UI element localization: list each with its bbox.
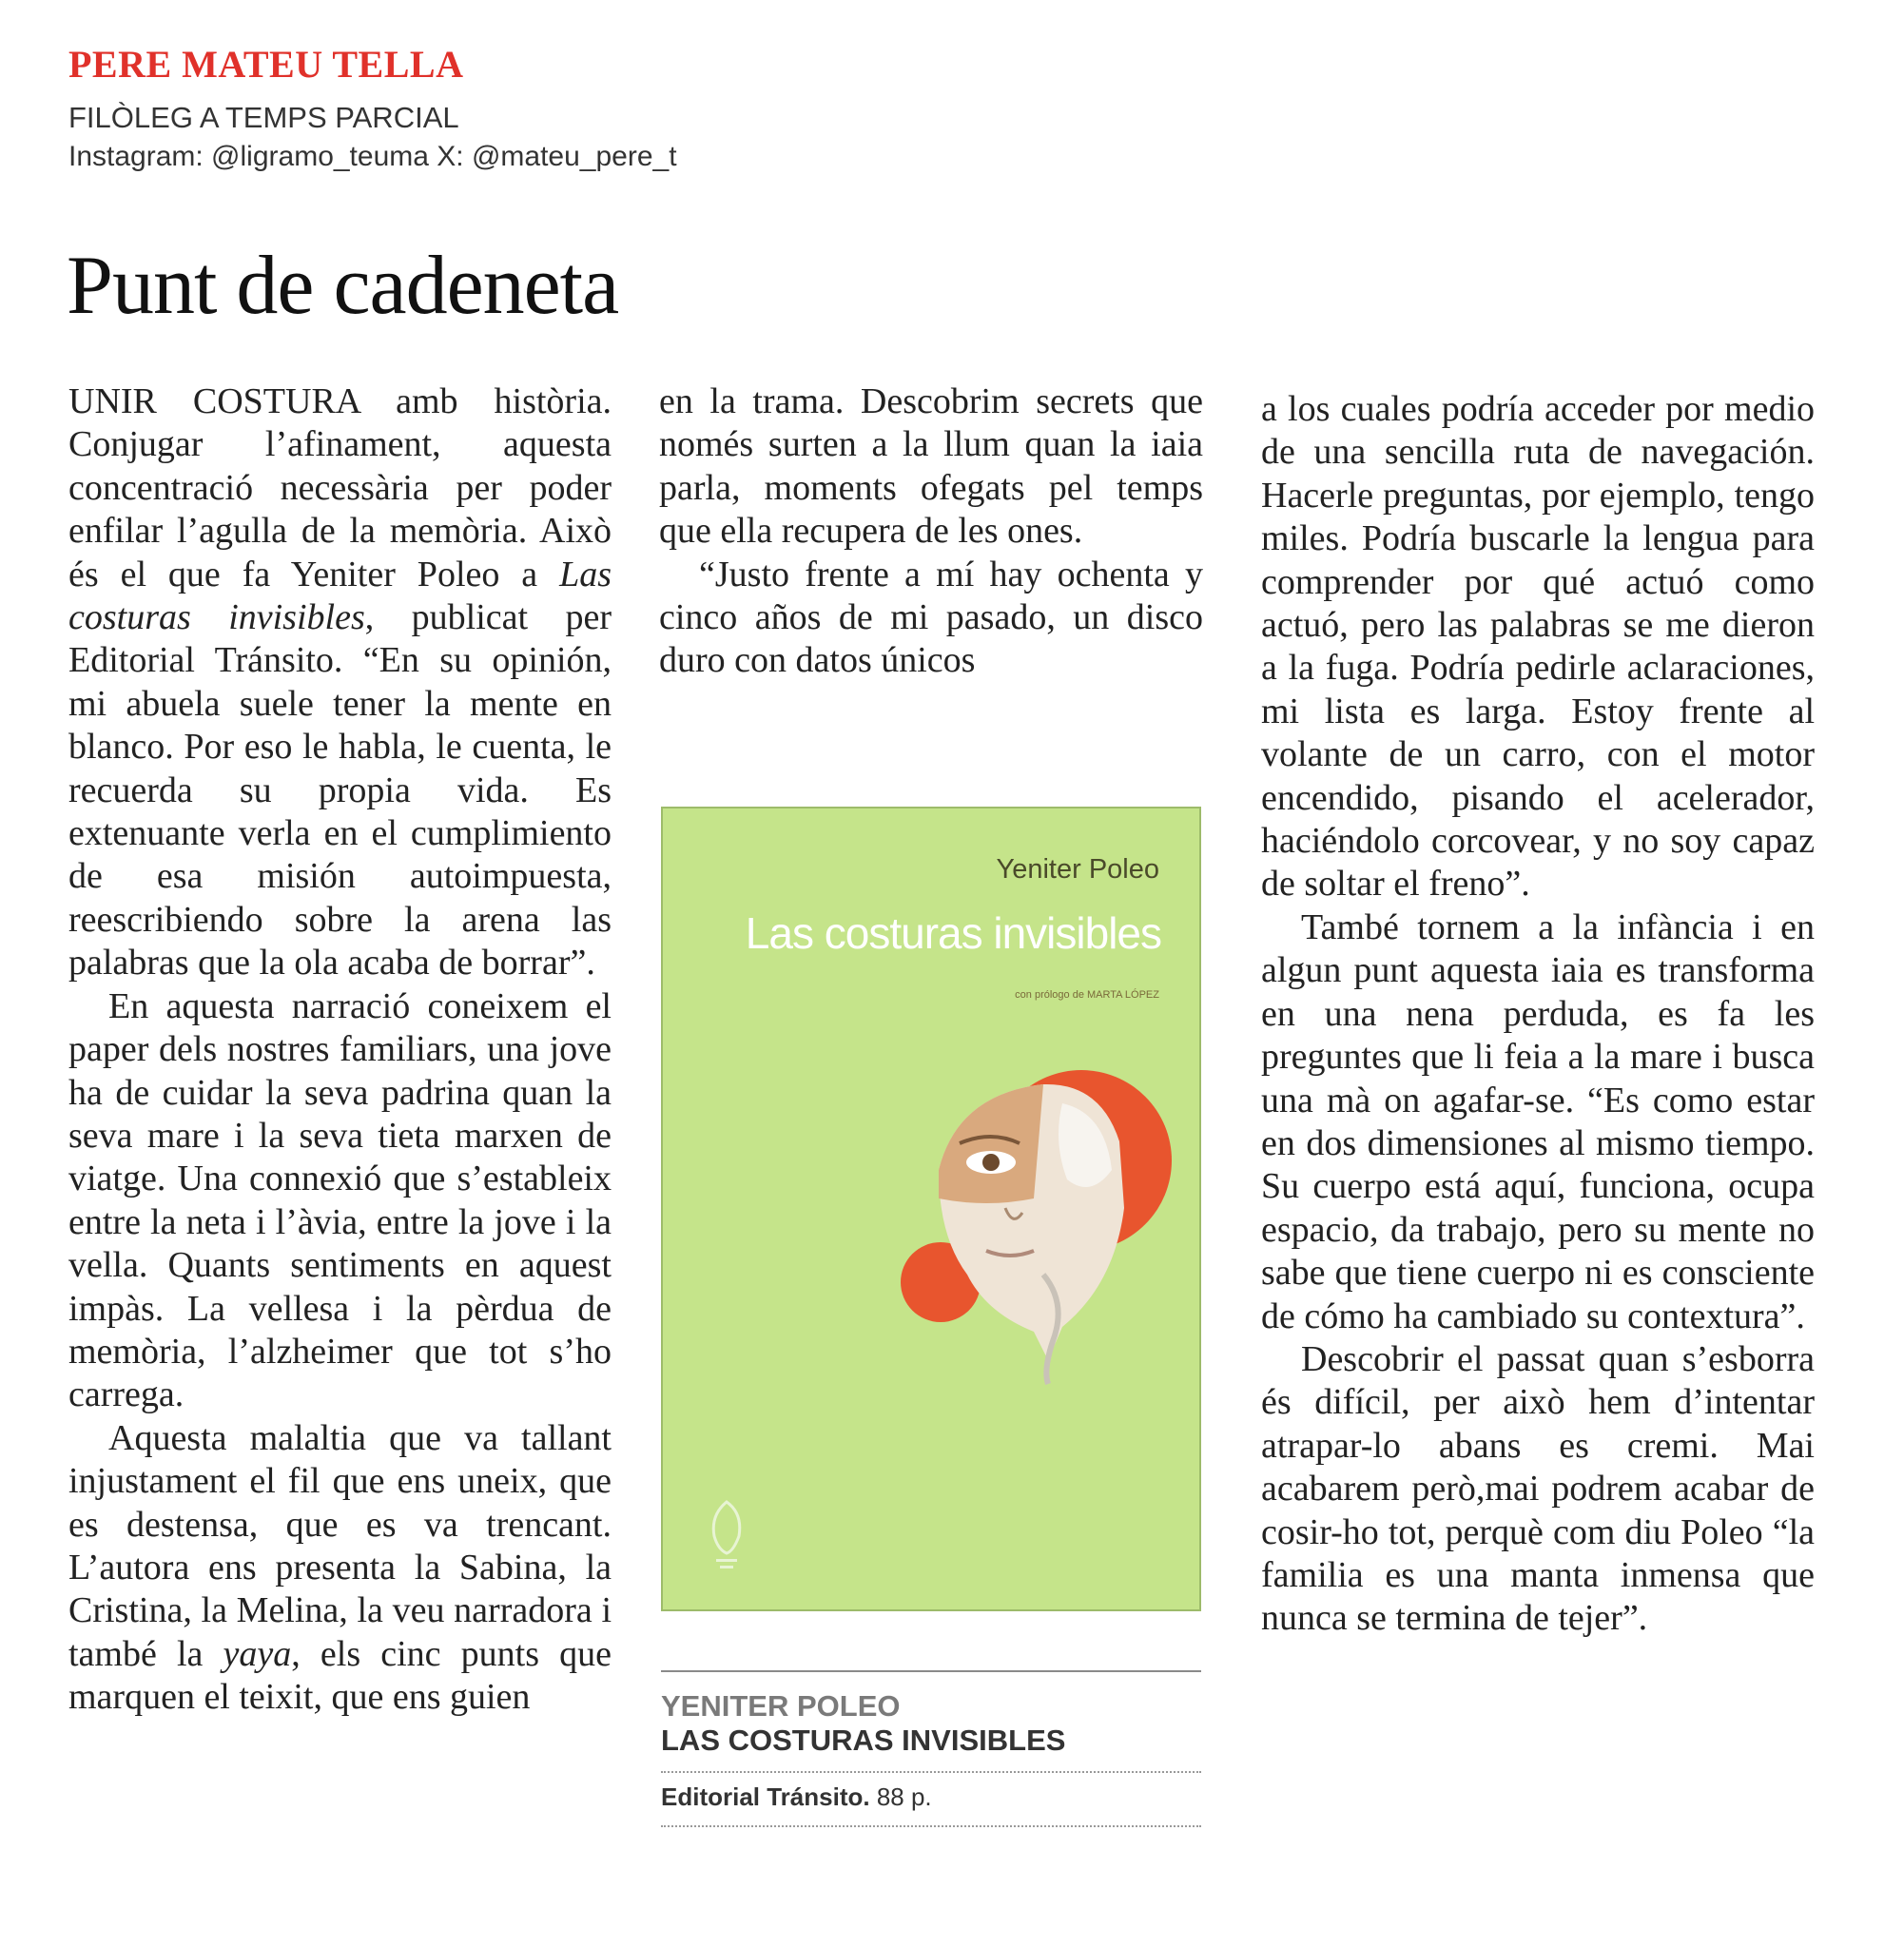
paragraph: UNIR COSTURA amb història. Conjugar l’afinament, aquesta concentració necessària per poder enfilar l’agulla de la memòria. Això és el que fa Yeniter Poleo a Las costuras invisibles, publicat per Editorial Tránsito. “En su opinión, mi abuela suele tener la mente en blanco. Por eso le habla, le cuenta, le recuerda su propia vida. Es extenuante verla en el cumplimiento de esa misión autoimpuesta, reescribiendo sobre la arena las palabras que la ola acaba de borrar”. — [68, 381, 612, 984]
info-author: YENITER POLEO — [661, 1689, 901, 1723]
italic-word: yaya — [223, 1633, 292, 1674]
lead-in: UNIR COSTURA — [68, 381, 360, 421]
article-column-2 — [659, 380, 1203, 683]
info-publisher-line — [661, 1773, 1201, 1827]
info-publisher: Editorial Tránsito. — [661, 1782, 870, 1811]
paragraph: “Justo frente a mí hay ochenta y cinco años de mi pasado, un disco duro con datos únicos — [659, 554, 1203, 681]
info-pages: 88 p. — [876, 1782, 932, 1811]
author-social-handles: Instagram: @ligramo_teuma X: @mateu_pere_t — [68, 141, 677, 172]
paragraph: També tornem a la infància i en algun punt aquesta iaia es transforma en una nena perduda, es fa les preguntes que li feia a la mare i busca una mà on agafar-se. “Es como estar en dos dimensiones al mismo tiempo. Su cuerpo está aquí, funciona, ocupa espacio, da trabajo, pero su mente no sabe que tiene cuerpo ni es consciente de cómo ha cambiado su contextura”. — [1261, 906, 1815, 1336]
paragraph: Aquesta malaltia que va tallant injustament el fil que ens uneix, que es destensa, que es va trencant. L’autora ens presenta la Sabina, la Cristina, la Melina, la veu narradora i també la yaya, els cinc punts que marquen el teixit, que ens guien — [68, 1417, 612, 1718]
publisher-logo-icon — [701, 1498, 752, 1574]
paragraph: a los cuales podría acceder por medio de una sencilla ruta de navegación. Hacerle preguntas, por ejemplo, tengo miles. Podría buscarle la lengua para comprender por qué actuó como actuó, pero las palabras se me dieron a la fuga. Podría pedirle aclaraciones, mi lista es larga. Estoy frente al volante de un carro, con el motor encendido, pisando el acelerador, haciéndolo corcovear, y no soy capaz de soltar el freno”. — [1261, 389, 1815, 905]
article-headline: Punt de cadeneta — [67, 240, 619, 332]
article-column-1 — [68, 380, 612, 1720]
book-info-box — [661, 1670, 1201, 1827]
paragraph: en la trama. Descobrim secrets que només surten a la llum quan la iaia parla, moments ofegats pel temps que ella recupera de les ones. — [659, 381, 1203, 552]
author-role: FILÒLEG A TEMPS PARCIAL — [68, 101, 459, 134]
book-cover-image — [661, 807, 1201, 1611]
cover-author: Yeniter Poleo — [996, 854, 1159, 885]
cover-title: Las costuras invisibles — [745, 908, 1161, 958]
paragraph: En aquesta narració coneixem el paper dels nostres familiars, una jove ha de cuidar la seva padrina quan la seva mare i la seva tieta marxen de viatge. Una connexió que s’estableix entre la neta i l’àvia, entre la jove i la vella. Quants sentiments en aquest impàs. La vellesa i la pèrdua de memòria, l’alzheimer que tot s’ho carrega. — [68, 985, 612, 1415]
article-column-3 — [1261, 388, 1815, 1641]
info-title: LAS COSTURAS INVISIBLES — [661, 1724, 1201, 1773]
cover-face-collage-illustration — [901, 1056, 1186, 1398]
cover-subtitle: con prólogo de MARTA LÓPEZ — [1015, 989, 1159, 1001]
book-title-italic: Las costuras invisibles — [68, 554, 612, 638]
paragraph: Descobrir el passat quan s’esborra és difícil, per això hem d’intentar atrapar-lo abans es cremi. Mai acabarem però,mai podrem acabar de cosir-ho tot, perquè com diu Poleo “la familia es una manta inmensa que nunca se termina de tejer”. — [1261, 1338, 1815, 1639]
author-name: PERE MATEU TELLA — [68, 43, 464, 86]
